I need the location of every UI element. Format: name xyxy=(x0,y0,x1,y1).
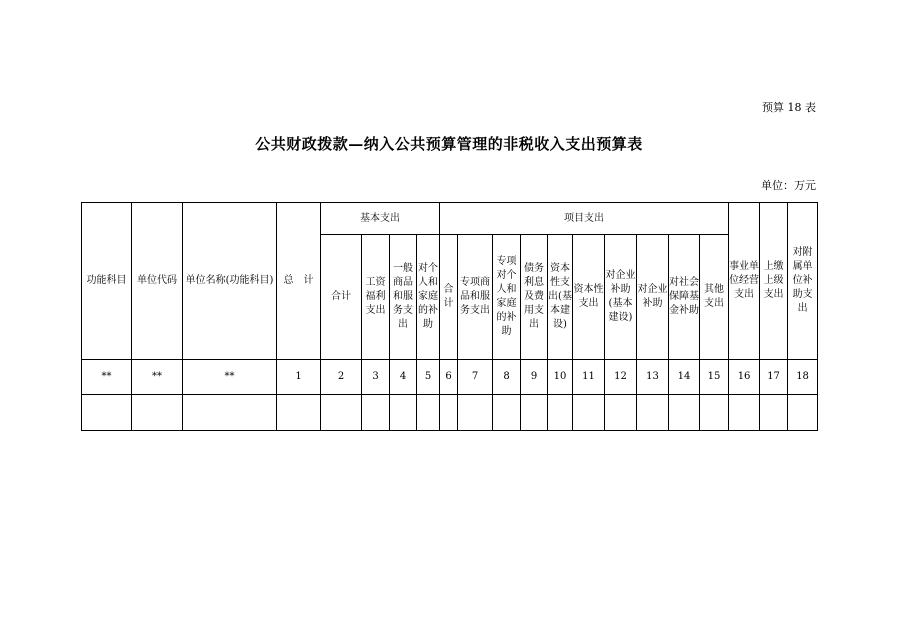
index-cell: 5 xyxy=(417,360,440,395)
data-cell[interactable] xyxy=(573,395,605,431)
data-cell[interactable] xyxy=(637,395,669,431)
data-cell[interactable] xyxy=(760,395,788,431)
header-project-total: 合计 xyxy=(440,235,458,360)
index-cell: ** xyxy=(82,360,132,395)
header-project-goods: 专项商品和服务支出 xyxy=(458,235,493,360)
data-cell[interactable] xyxy=(458,395,493,431)
header-basic-goods: 一般商品和服务支出 xyxy=(390,235,417,360)
header-unit-name: 单位名称(功能科目) xyxy=(183,203,277,360)
index-cell: ** xyxy=(132,360,183,395)
index-cell: 14 xyxy=(669,360,700,395)
unit-label: 单位：万元 xyxy=(761,179,816,192)
index-cell: 17 xyxy=(760,360,788,395)
index-cell: ** xyxy=(183,360,277,395)
header-project: 项目支出 xyxy=(440,203,729,235)
index-cell: 12 xyxy=(605,360,637,395)
data-cell[interactable] xyxy=(788,395,818,431)
header-project-individual: 专项对个人和家庭的补助 xyxy=(493,235,521,360)
index-cell: 13 xyxy=(637,360,669,395)
index-cell: 8 xyxy=(493,360,521,395)
index-cell: 10 xyxy=(548,360,573,395)
budget-table xyxy=(81,202,818,431)
data-cell[interactable] xyxy=(417,395,440,431)
header-basic-total: 合计 xyxy=(321,235,362,360)
data-cell[interactable] xyxy=(440,395,458,431)
header-project-enterprise-construction: 对企业补助(基本建设) xyxy=(605,235,637,360)
index-cell: 3 xyxy=(362,360,390,395)
index-cell: 16 xyxy=(729,360,760,395)
header-project-debt: 债务利息及费用支出 xyxy=(521,235,548,360)
index-cell: 11 xyxy=(573,360,605,395)
index-cell: 9 xyxy=(521,360,548,395)
header-basic-wages: 工资福利支出 xyxy=(362,235,390,360)
data-cell[interactable] xyxy=(183,395,277,431)
form-number: 预算 18 表 xyxy=(762,101,816,114)
header-business-expense: 事业单位经营支出 xyxy=(729,203,760,360)
header-project-enterprise: 对企业补助 xyxy=(637,235,669,360)
data-cell[interactable] xyxy=(700,395,729,431)
data-cell[interactable] xyxy=(605,395,637,431)
header-total: 总 计 xyxy=(277,203,321,360)
index-cell: 2 xyxy=(321,360,362,395)
table-row xyxy=(82,395,818,431)
header-project-social-security: 对社会保障基金补助 xyxy=(669,235,700,360)
data-cell[interactable] xyxy=(669,395,700,431)
header-project-capital-construction: 资本性支出(基本建设) xyxy=(548,235,573,360)
index-cell: 1 xyxy=(277,360,321,395)
data-cell[interactable] xyxy=(548,395,573,431)
header-basic: 基本支出 xyxy=(321,203,440,235)
header-remit-upper: 上缴上级支出 xyxy=(760,203,788,360)
data-cell[interactable] xyxy=(132,395,183,431)
data-cell[interactable] xyxy=(729,395,760,431)
data-cell[interactable] xyxy=(493,395,521,431)
header-project-other: 其他支出 xyxy=(700,235,729,360)
header-project-capital: 资本性支出 xyxy=(573,235,605,360)
data-cell[interactable] xyxy=(277,395,321,431)
header-basic-individual: 对个人和家庭的补助 xyxy=(417,235,440,360)
header-subsidiary-subsidy: 对附属单位补助支出 xyxy=(788,203,818,360)
data-cell[interactable] xyxy=(362,395,390,431)
index-cell: 15 xyxy=(700,360,729,395)
index-cell: 4 xyxy=(390,360,417,395)
data-cell[interactable] xyxy=(82,395,132,431)
data-cell[interactable] xyxy=(321,395,362,431)
page-title: 公共财政拨款—纳入公共预算管理的非税收入支出预算表 xyxy=(255,135,643,153)
header-func-subject: 功能科目 xyxy=(82,203,132,360)
data-cell[interactable] xyxy=(390,395,417,431)
index-cell: 7 xyxy=(458,360,493,395)
data-cell[interactable] xyxy=(521,395,548,431)
header-unit-code: 单位代码 xyxy=(132,203,183,360)
index-row xyxy=(82,360,818,395)
index-cell: 6 xyxy=(440,360,458,395)
index-cell: 18 xyxy=(788,360,818,395)
